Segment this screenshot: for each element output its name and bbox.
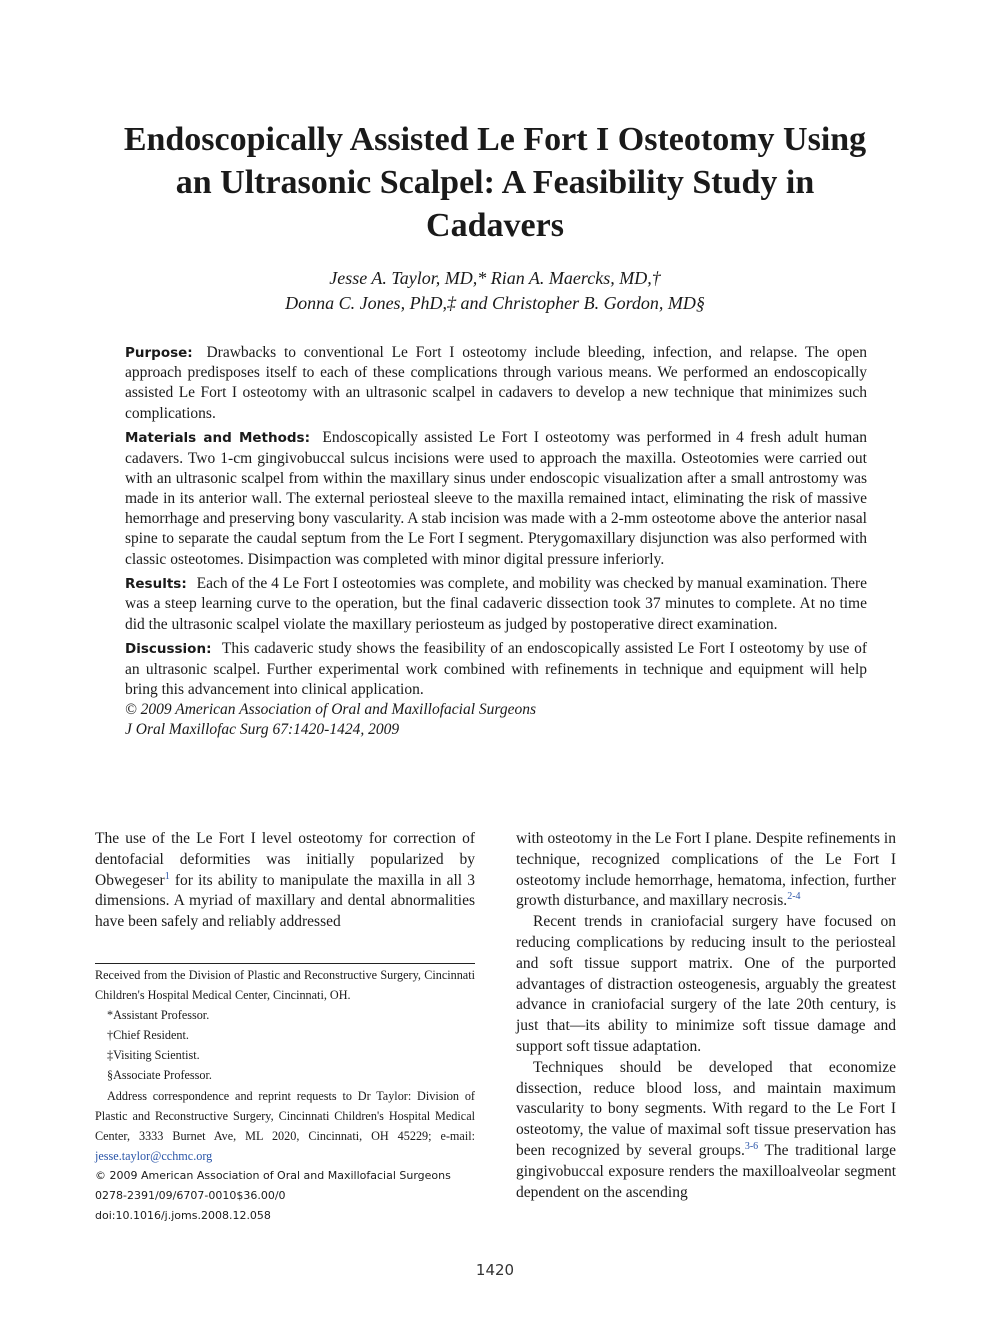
email-link[interactable]: jesse.taylor@cchmc.org <box>95 1148 213 1163</box>
abstract-copyright: © 2009 American Association of Oral and Maxillofacial Surgeons <box>125 700 537 718</box>
reference-1-link[interactable]: 1 <box>164 870 170 882</box>
footnote-visiting-scientist: ‡Visiting Scientist. <box>107 1048 200 1063</box>
footnote-associate-professor: §Associate Professor. <box>107 1068 212 1083</box>
abstract-methods <box>125 428 867 569</box>
footnote-issn: 0278-2391/09/6707-0010$36.00/0 <box>95 1189 286 1203</box>
article-title: Endoscopically Assisted Le Fort I Osteotomy Using an Ultrasonic Scalpel: A Feasibility Study in Cadavers <box>123 121 867 244</box>
techniques-text-1: Techniques should be developed that economize dissection, reduce blood loss, and maintain maximum vascularity to bony segments. With regard to the Le Fort I osteotomy, the value of maximal soft tissue preservation has been recognized by several groups. <box>516 1058 896 1159</box>
body-column-left <box>95 829 475 933</box>
footnotes <box>95 965 475 1226</box>
methods-text: Endoscopically assisted Le Fort I osteotomy was performed in 4 fresh adult human cadavers. Two 1-cm gingivobuccal sulcus incisions were used to approach the maxilla. Osteotomies were carried out with an ultrasonic scalpel from within the maxillary sinus under endoscopic visualization after a small antrostomy was made in its anterior wall. The external periosteal sleeve to the maxilla remained intact, eliminating the risk of massive hemorrhage and preserving bony vascularity. A stab incision was made with a 2-mm osteotome above the anterior nasal spine to separate the caudal septum from the Le Fort I segment. Pterygomaxillary disjunction was also performed with classic osteotomes. Disimpaction was completed with minor digital pressure inferiorly. <box>125 429 867 568</box>
abstract <box>125 343 867 740</box>
complications-paragraph <box>516 829 896 912</box>
footnote-copyright: © 2009 American Association of Oral and Maxillofacial Surgeons <box>95 1168 451 1182</box>
purpose-label: Purpose: <box>125 345 193 361</box>
abstract-results <box>125 574 867 635</box>
author-list <box>110 266 880 316</box>
abstract-purpose <box>125 343 867 424</box>
footnote-assistant-professor: *Assistant Professor. <box>107 1008 210 1023</box>
abstract-discussion <box>125 639 867 700</box>
results-label: Results: <box>125 576 187 593</box>
correspondence-text: Address correspondence and reprint requests to Dr Taylor: Division of Plastic and Reconstructive Surgery, Cincinnati Children's Hospital Medical Center, 3333 Burnet Ave, ML 2020, Cincinnati, OH 45229; e-mail: <box>95 1088 475 1143</box>
footnote-divider <box>95 963 475 964</box>
footnote-correspondence <box>95 1086 475 1166</box>
author-line-1: Jesse A. Taylor, MD,* Rian A. Maercks, MD,† <box>329 268 661 288</box>
purpose-text: Drawbacks to conventional Le Fort I osteotomy include bleeding, infection, and relapse. The open approach predisposes itself to each of these complications through various means. We performed an endoscopically assisted Le Fort I osteotomy with an ultrasonic scalpel in cadavers to develop a new technique that minimizes such complications. <box>125 344 867 422</box>
discussion-label: Discussion: <box>125 641 212 658</box>
discussion-text: This cadaveric study shows the feasibility of an endoscopically assisted Le Fort I osteotomy by use of an ultrasonic scalpel. Further experimental work combined with refinements in technique and equipment will help bring this advancement into clinical application. <box>125 640 867 698</box>
results-text: Each of the 4 Le Fort I osteotomies was complete, and mobility was checked by manual examination. There was a steep learning curve to the operation, but the final cadaveric dissection took 37 minutes to complete. At no time did the ultrasonic scalpel violate the maxillary periosteum as judged by postoperative direct examination. <box>125 575 868 633</box>
complications-text: with osteotomy in the Le Fort I plane. Despite refinements in technique, recognized complications of the Le Fort I osteotomy include hemorrhage, hematoma, infection, further growth disturbance, and maxillary necrosis. <box>516 830 896 910</box>
footnote-received: Received from the Division of Plastic and Reconstructive Surgery, Cincinnati Children's Hospital Medical Center, Cincinnati, OH. <box>95 968 475 1003</box>
trends-paragraph: Recent trends in craniofacial surgery have focused on reducing complications by reducing insult to the periosteal and soft tissue support matrix. One of the purported advantages of distraction osteogenesis, arguably the greatest advance in craniofacial surgery of the late 20th century, is just that—its ability to minimize soft tissue damage and support soft tissue adaptation. <box>516 913 896 1055</box>
methods-label: Materials and Methods: <box>125 430 310 447</box>
reference-3-6-link[interactable]: 3-6 <box>744 1140 759 1152</box>
intro-text-1: The use of the Le Fort I level osteotomy for correction of dentofacial deformities was initially popularized by Obwegeser <box>95 830 475 889</box>
abstract-citation: J Oral Maxillofac Surg 67:1420-1424, 2009 <box>125 721 400 739</box>
intro-text-2: for its ability to manipulate the maxilla in all 3 dimensions. A myriad of maxillary and dental abnormalities have been safely and reliably addressed <box>95 871 475 931</box>
reference-2-4-link[interactable]: 2-4 <box>787 891 801 903</box>
author-line-2: Donna C. Jones, PhD,‡ and Christopher B. Gordon, MD§ <box>285 293 705 313</box>
techniques-text-2: The traditional large gingivobuccal exposure renders the maxilloalveolar segment dependent on the ascending <box>516 1141 896 1201</box>
intro-paragraph <box>95 829 475 933</box>
page-number: 1420 <box>475 1261 515 1279</box>
footnote-chief-resident: †Chief Resident. <box>107 1028 189 1043</box>
body-column-right <box>516 829 896 1203</box>
techniques-paragraph <box>516 1058 896 1204</box>
footnote-doi: doi:10.1016/j.joms.2008.12.058 <box>95 1209 271 1223</box>
